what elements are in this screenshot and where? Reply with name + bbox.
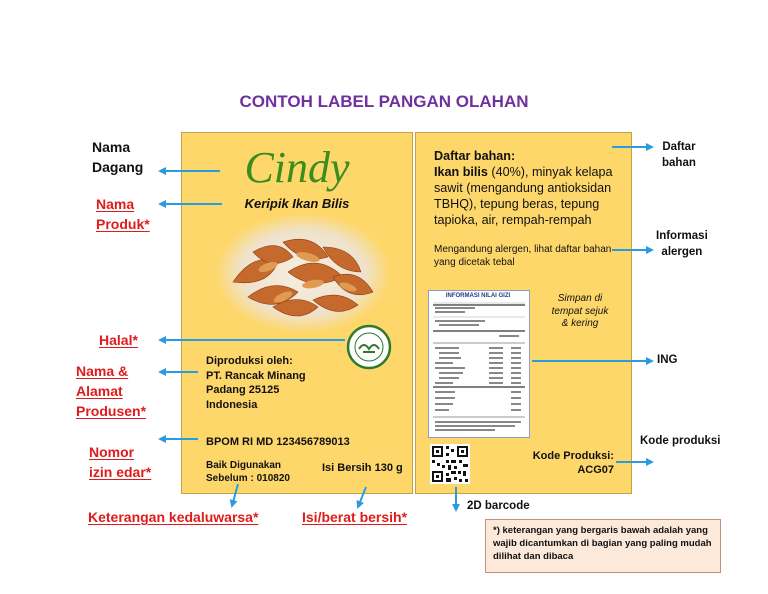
annotation-nomor-izin <box>89 442 151 482</box>
production-code-line: ACG07 <box>577 464 614 476</box>
producer-line: Diproduksi oleh: <box>206 355 293 367</box>
best-before-line: Baik Digunakan <box>206 460 282 471</box>
producer-line: Indonesia <box>206 398 258 411</box>
halal-logo-icon <box>346 324 392 370</box>
nutrition-facts-table <box>428 290 530 438</box>
annotation-line: Nama & <box>76 363 129 379</box>
annotation-line: Daftar <box>662 141 696 153</box>
annotation-kedaluwarsa: Keterangan kedaluwarsa* <box>88 509 259 525</box>
annotation-line: Alamat <box>76 383 123 399</box>
annotation-kode-produksi: Kode produksi <box>640 435 721 447</box>
annotation-daftar-bahan <box>662 139 696 171</box>
annotation-line: alergen <box>661 246 703 258</box>
annotation-line: Produk* <box>96 216 150 232</box>
annotation-line: Nomor <box>89 444 135 460</box>
annotation-informasi-alergen <box>656 228 708 260</box>
ingredients-heading: Daftar bahan: <box>434 149 516 163</box>
ingredients-bold: Ikan bilis <box>434 165 488 179</box>
annotation-line: Informasi <box>656 230 708 242</box>
annotation-halal: Halal* <box>99 332 138 348</box>
producer-line: Padang 25125 <box>206 384 280 396</box>
annotation-nama-alamat <box>76 361 146 421</box>
qr-code-icon <box>430 444 470 484</box>
bpom-number: BPOM RI MD 123456789013 <box>206 436 350 448</box>
producer-info <box>206 354 306 412</box>
nutrition-title: INFORMASI NILAI GIZI <box>445 293 511 299</box>
storage-line: tempat sejuk <box>551 305 609 317</box>
production-code-line: Kode Produksi: <box>532 450 614 462</box>
nutrition-table-lines <box>429 291 529 437</box>
storage-line: & kering <box>561 318 599 329</box>
storage-line: Simpan di <box>557 293 603 304</box>
annotation-line: Nama <box>92 139 131 155</box>
annotation-isi-berat: Isi/berat bersih* <box>302 509 408 525</box>
annotation-line: Produsen* <box>76 403 147 419</box>
brand-name: Cindy <box>244 143 350 192</box>
best-before-line: Sebelum : 010820 <box>206 473 290 484</box>
ingredients-list <box>434 148 630 228</box>
annotation-nama-dagang <box>92 137 143 177</box>
annotation-2d-barcode: 2D barcode <box>467 500 530 512</box>
net-weight: Isi Bersih 130 g <box>322 462 403 474</box>
footnote-box: *) keterangan yang bergaris bawah adalah yang wajib dicantumkan di bagian yang paling mudah dilihat dan dibaca <box>485 519 721 573</box>
annotation-ing: ING <box>657 354 678 366</box>
producer-line: PT. Rancak Minang <box>206 369 306 382</box>
annotation-line: bahan <box>662 157 696 169</box>
storage-instructions <box>532 293 628 331</box>
annotation-line: izin edar* <box>89 464 152 480</box>
best-before <box>206 459 290 485</box>
product-photo <box>213 212 393 334</box>
annotation-nama-produk <box>96 194 150 234</box>
annotation-line: Nama <box>96 196 135 212</box>
allergen-info: Mengandung alergen, lihat daftar bahan yang dicetak tebal <box>434 244 612 268</box>
product-name: Keripik Ikan Bilis <box>244 196 350 211</box>
ingredients-text: (40%), minyak kelapa sawit (mengandung antioksidan TBHQ), tepung beras, tepung tapioka, air, rempah-rempah <box>434 165 613 227</box>
production-code <box>506 449 614 477</box>
page-title: CONTOH LABEL PANGAN OLAHAN <box>239 92 529 111</box>
annotation-line: Dagang <box>92 159 144 175</box>
